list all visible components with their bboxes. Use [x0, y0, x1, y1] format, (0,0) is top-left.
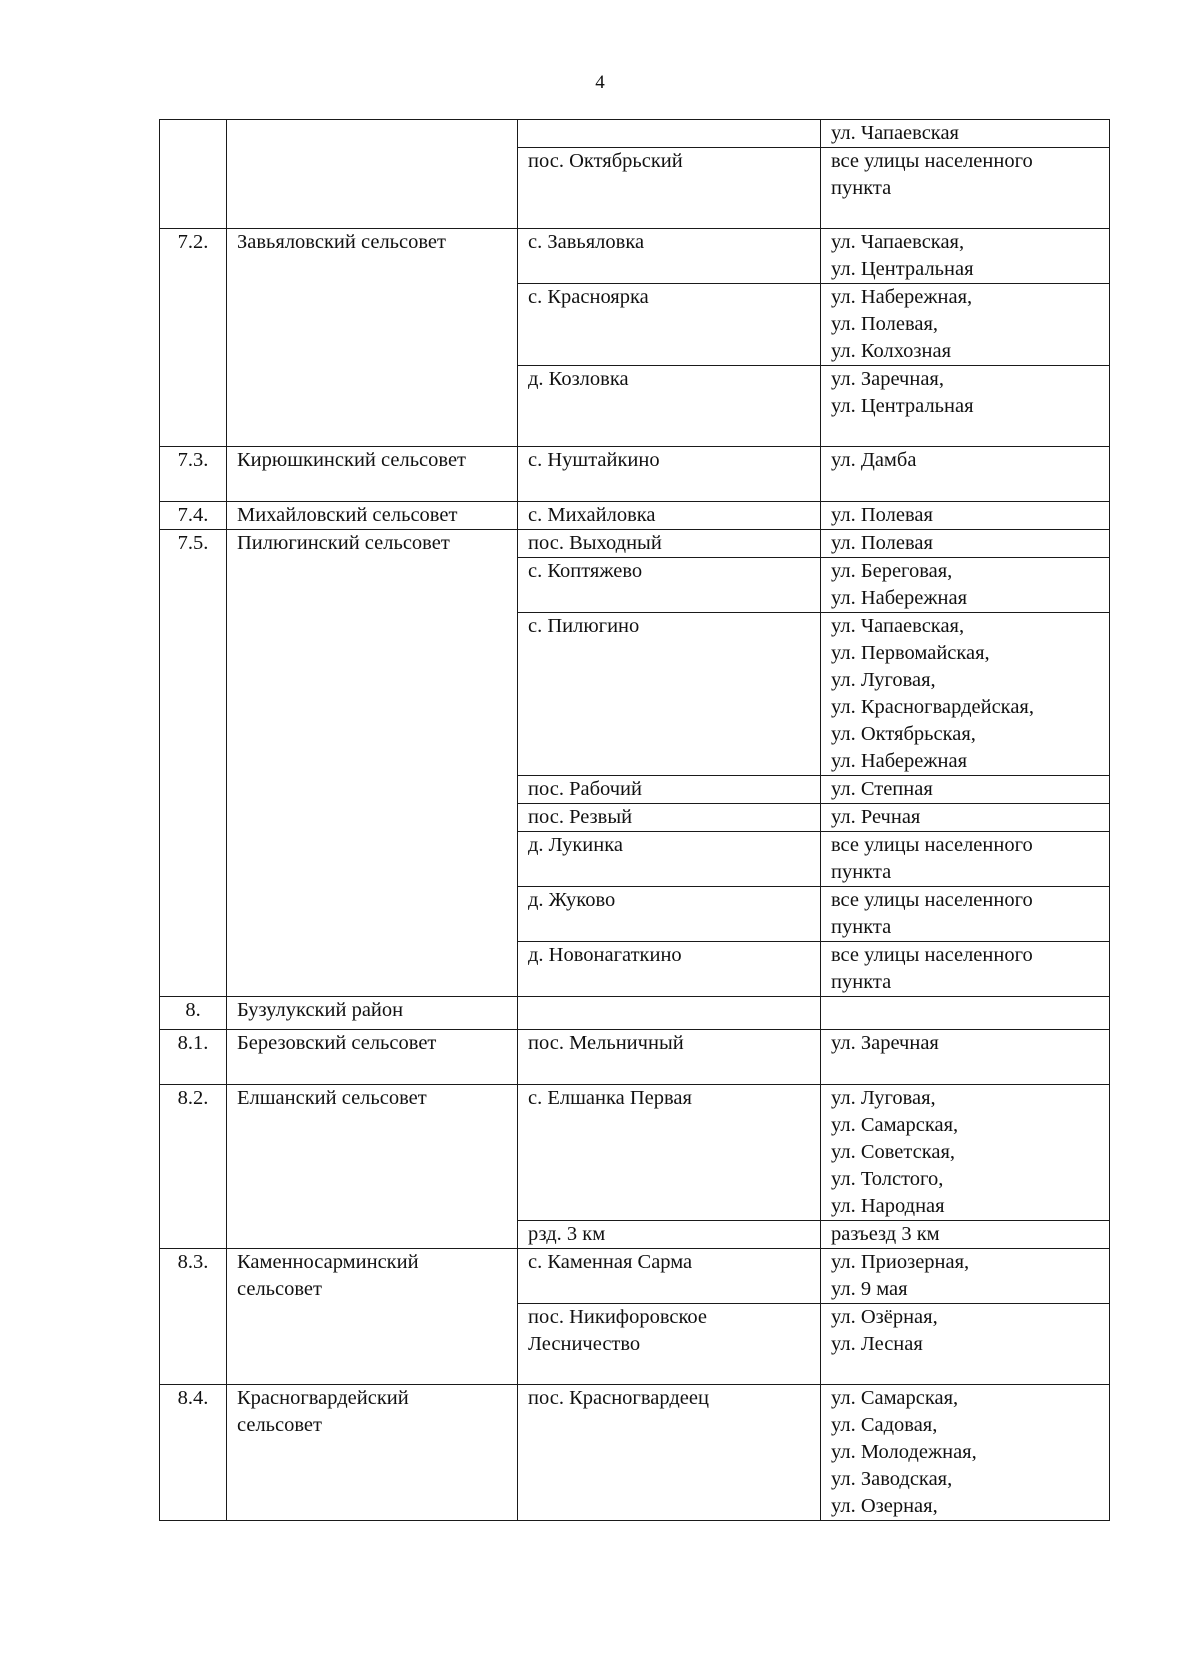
streets-cell: все улицы населенного пункта	[821, 887, 1110, 942]
settlement-cell: пос. Никифоровское Лесничество	[518, 1304, 821, 1385]
row-number-cell: 8.2.	[160, 1085, 227, 1249]
settlement-cell: д. Новонагаткино	[518, 942, 821, 997]
settlement-cell: пос. Красногвардеец	[518, 1385, 821, 1521]
table-row	[160, 1085, 1110, 1221]
settlement-cell: д. Лукинка	[518, 832, 821, 887]
table-row	[160, 447, 1110, 502]
streets-cell: разъезд 3 км	[821, 1221, 1110, 1249]
streets-cell: ул. Чапаевская, ул. Центральная	[821, 229, 1110, 284]
streets-cell: ул. Набережная, ул. Полевая, ул. Колхозная	[821, 284, 1110, 366]
settlement-cell: пос. Резвый	[518, 804, 821, 832]
council-cell: Кирюшкинский сельсовет	[227, 447, 518, 502]
settlements-table	[159, 119, 1110, 1521]
streets-cell: все улицы населенного пункта	[821, 942, 1110, 997]
settlement-cell: рзд. 3 км	[518, 1221, 821, 1249]
council-cell: Каменносарминский сельсовет	[227, 1249, 518, 1385]
streets-cell: ул. Речная	[821, 804, 1110, 832]
streets-cell: все улицы населенного пункта	[821, 832, 1110, 887]
row-number-cell: 8.3.	[160, 1249, 227, 1385]
row-number-cell: 8.1.	[160, 1030, 227, 1085]
council-cell: Михайловский сельсовет	[227, 502, 518, 530]
table-row	[160, 120, 1110, 148]
settlement-cell: д. Козловка	[518, 366, 821, 447]
settlement-cell: с. Нуштайкино	[518, 447, 821, 502]
table-row	[160, 229, 1110, 284]
settlement-cell: пос. Мельничный	[518, 1030, 821, 1085]
streets-cell: ул. Чапаевская	[821, 120, 1110, 148]
streets-cell: ул. Заречная, ул. Центральная	[821, 366, 1110, 447]
row-number-cell: 7.3.	[160, 447, 227, 502]
table-row	[160, 502, 1110, 530]
council-cell: Березовский сельсовет	[227, 1030, 518, 1085]
table-row	[160, 1385, 1110, 1521]
settlement-cell: пос. Октябрьский	[518, 148, 821, 229]
settlement-cell: с. Коптяжево	[518, 558, 821, 613]
settlement-cell: с. Елшанка Первая	[518, 1085, 821, 1221]
council-cell: Пилюгинский сельсовет	[227, 530, 518, 997]
settlement-cell: с. Пилюгино	[518, 613, 821, 776]
streets-cell: все улицы населенного пункта	[821, 148, 1110, 229]
table-body	[160, 120, 1110, 1521]
settlement-cell: пос. Выходный	[518, 530, 821, 558]
settlement-cell: с. Михайловка	[518, 502, 821, 530]
streets-cell: ул. Луговая, ул. Самарская, ул. Советская, ул. Толстого, ул. Народная	[821, 1085, 1110, 1221]
settlement-cell: пос. Рабочий	[518, 776, 821, 804]
streets-cell: ул. Озёрная, ул. Лесная	[821, 1304, 1110, 1385]
streets-cell: ул. Заречная	[821, 1030, 1110, 1085]
streets-cell: ул. Приозерная, ул. 9 мая	[821, 1249, 1110, 1304]
row-number-cell: 8.	[160, 997, 227, 1030]
settlement-cell: с. Завьяловка	[518, 229, 821, 284]
streets-cell: ул. Береговая, ул. Набережная	[821, 558, 1110, 613]
council-cell: Елшанский сельсовет	[227, 1085, 518, 1249]
council-cell: Красногвардейский сельсовет	[227, 1385, 518, 1521]
streets-cell: ул. Самарская, ул. Садовая, ул. Молодежная, ул. Заводская, ул. Озерная,	[821, 1385, 1110, 1521]
table-row	[160, 1030, 1110, 1085]
row-number-cell: 7.5.	[160, 530, 227, 997]
settlement-cell: с. Каменная Сарма	[518, 1249, 821, 1304]
settlement-cell	[518, 997, 821, 1030]
settlement-cell	[518, 120, 821, 148]
table-row	[160, 530, 1110, 558]
streets-cell: ул. Полевая	[821, 530, 1110, 558]
settlement-cell: д. Жуково	[518, 887, 821, 942]
streets-cell: ул. Чапаевская, ул. Первомайская, ул. Луговая, ул. Красногвардейская, ул. Октябрьская, ул. Набережная	[821, 613, 1110, 776]
table-row	[160, 1249, 1110, 1304]
council-cell: Бузулукский район	[227, 997, 518, 1030]
council-cell	[227, 120, 518, 229]
table-row	[160, 997, 1110, 1030]
streets-cell: ул. Полевая	[821, 502, 1110, 530]
streets-cell: ул. Степная	[821, 776, 1110, 804]
row-number-cell	[160, 120, 227, 229]
page-number: 4	[595, 72, 605, 93]
council-cell: Завьяловский сельсовет	[227, 229, 518, 447]
settlement-cell: с. Красноярка	[518, 284, 821, 366]
row-number-cell: 8.4.	[160, 1385, 227, 1521]
streets-cell	[821, 997, 1110, 1030]
row-number-cell: 7.2.	[160, 229, 227, 447]
row-number-cell: 7.4.	[160, 502, 227, 530]
streets-cell: ул. Дамба	[821, 447, 1110, 502]
